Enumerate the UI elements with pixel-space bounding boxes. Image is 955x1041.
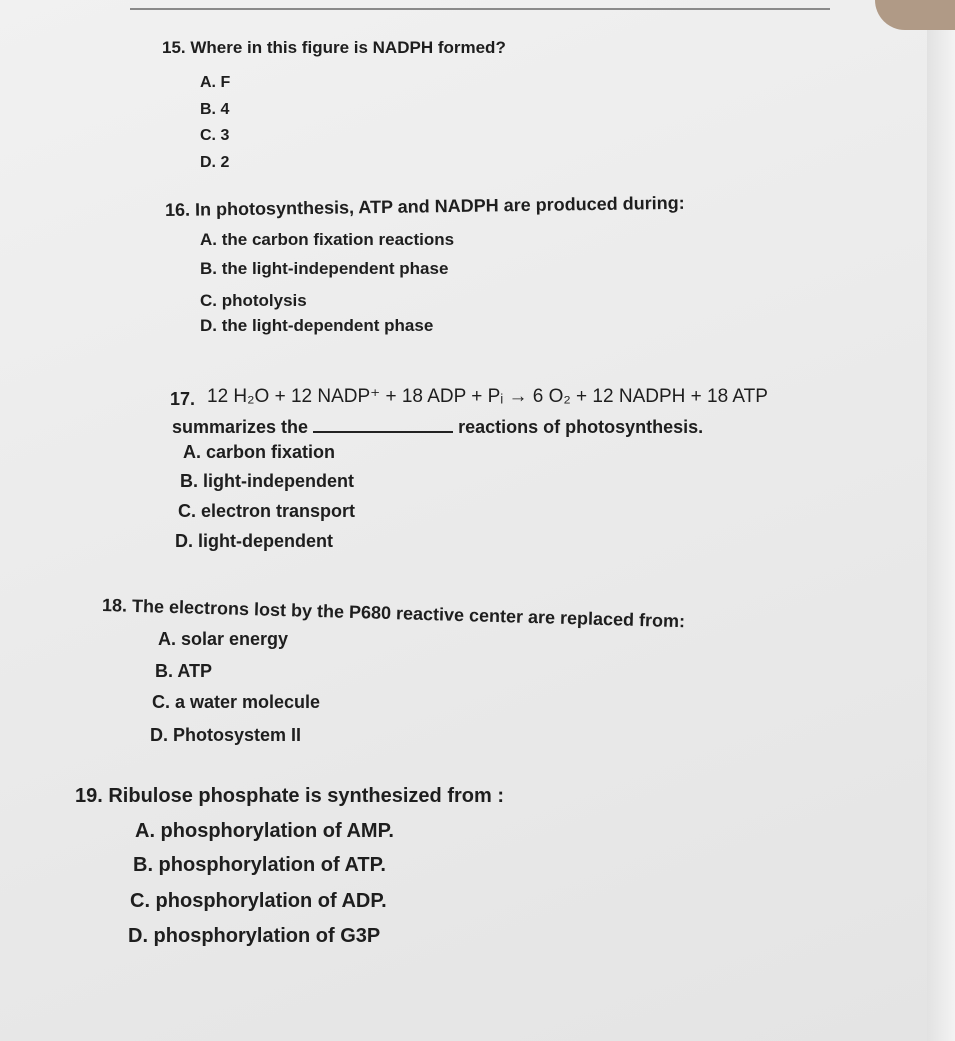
question-17-option-b[interactable]: B. light-independent <box>180 471 354 491</box>
question-17-equation: 12 H₂O + 12 NADP⁺ + 18 ADP + Pᵢ → 6 O₂ + 12 NADPH + 18 ATP <box>207 386 768 407</box>
question-15-option-b[interactable]: B. 4 <box>200 101 230 118</box>
question-19-stem: 19. Ribulose phosphate is synthesized from : <box>75 785 504 807</box>
question-15-option-c[interactable]: C. 3 <box>200 127 230 144</box>
question-16-stem: 16. In photosynthesis, ATP and NADPH are produced during: <box>164 192 685 220</box>
top-rule <box>130 8 830 10</box>
question-18-stem: 18. The electrons lost by the P680 reactive center are replaced from: <box>101 595 686 632</box>
question-16-option-d[interactable]: D. the light-dependent phase <box>200 316 434 335</box>
question-19-option-d[interactable]: D. phosphorylation of G3P <box>128 925 381 947</box>
question-17-option-d[interactable]: D. light-dependent <box>175 531 333 551</box>
question-18-option-c[interactable]: C. a water molecule <box>152 692 321 712</box>
question-17-option-c[interactable]: C. electron transport <box>178 501 356 521</box>
question-17-number: 17. <box>170 389 196 409</box>
question-16-option-b[interactable]: B. the light-independent phase <box>200 259 449 278</box>
question-19-option-b[interactable]: B. phosphorylation of ATP. <box>133 854 386 876</box>
page-edge <box>927 30 955 1041</box>
question-16-option-a[interactable]: A. the carbon fixation reactions <box>200 230 455 249</box>
question-17-stem-after: reactions of photosynthesis. <box>458 417 704 437</box>
question-18-option-b[interactable]: B. ATP <box>155 661 212 681</box>
question-17-stem <box>172 413 703 438</box>
question-17-option-a[interactable]: A. carbon fixation <box>183 442 336 462</box>
question-19-option-c[interactable]: C. phosphorylation of ADP. <box>130 890 387 912</box>
question-15-stem: 15. Where in this figure is NADPH formed? <box>162 38 506 57</box>
question-18-option-d[interactable]: D. Photosystem II <box>150 725 302 745</box>
question-16-option-c[interactable]: C. photolysis <box>200 291 307 310</box>
question-19-option-a[interactable]: A. phosphorylation of AMP. <box>135 820 394 842</box>
question-17-blank[interactable] <box>313 413 453 433</box>
question-15-option-a[interactable]: A. F <box>200 74 231 91</box>
question-18-option-a[interactable]: A. solar energy <box>158 629 289 649</box>
question-17-stem-before: summarizes the <box>172 417 309 437</box>
question-15-option-d[interactable]: D. 2 <box>200 154 230 171</box>
